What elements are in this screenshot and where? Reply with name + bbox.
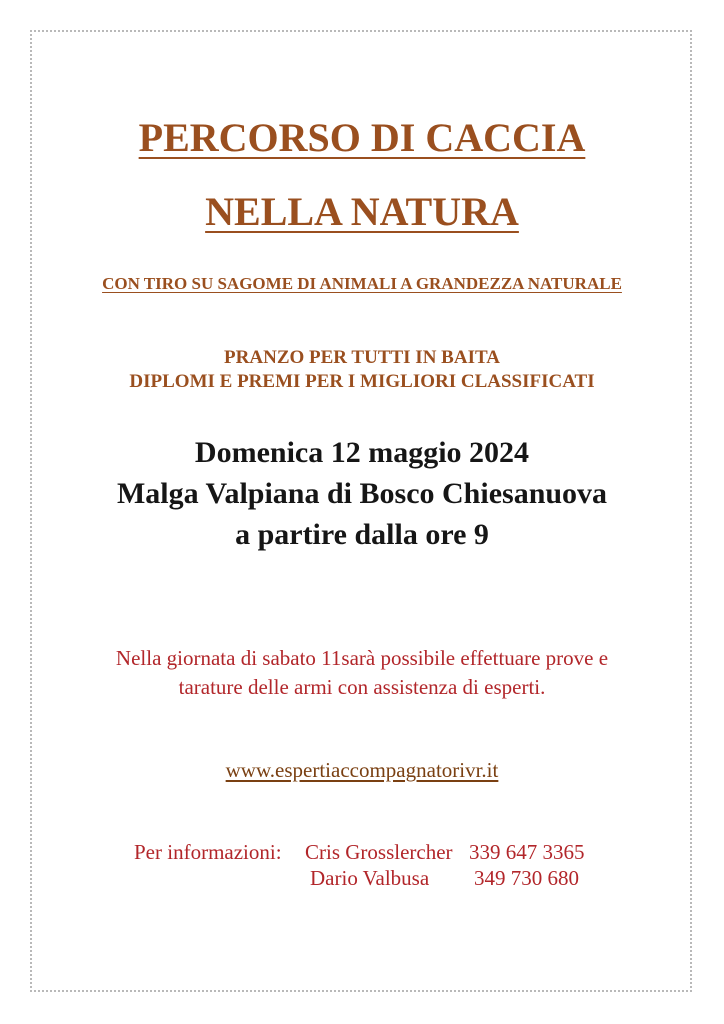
subtitle: CON TIRO SU SAGOME DI ANIMALI A GRANDEZZA NATURALE [102,274,622,293]
program-line-prizes: DIPLOMI E PREMI PER I MIGLIORI CLASSIFICATI [129,371,595,392]
contact-phone: 339 647 3365 [469,840,585,864]
event-date: Domenica 12 maggio 2024 [194,436,530,469]
event-location: Malga Valpiana di Bosco Chiesanuova [116,477,608,510]
note-line-2: tarature delle armi con assistenza di esperti. [178,675,546,699]
note-line-1: Nella giornata di sabato 11sarà possibile effettuare prove e [115,646,609,670]
website-link[interactable]: www.espertiaccompagnatorivr.it [225,758,499,782]
contact-label: Per informazioni: [134,840,282,864]
contact-phone: 349 730 680 [474,866,579,890]
contact-name: Cris Grosslercher [305,840,453,864]
title-line-2: NELLA NATURA [205,189,519,234]
contact-name: Dario Valbusa [310,866,430,890]
website-line [0,758,724,783]
program-line-lunch: PRANZO PER TUTTI IN BAITA [224,347,500,368]
event-time: a partire dalla ore 9 [235,518,489,551]
title-line-1: PERCORSO DI CACCIA [138,115,586,160]
